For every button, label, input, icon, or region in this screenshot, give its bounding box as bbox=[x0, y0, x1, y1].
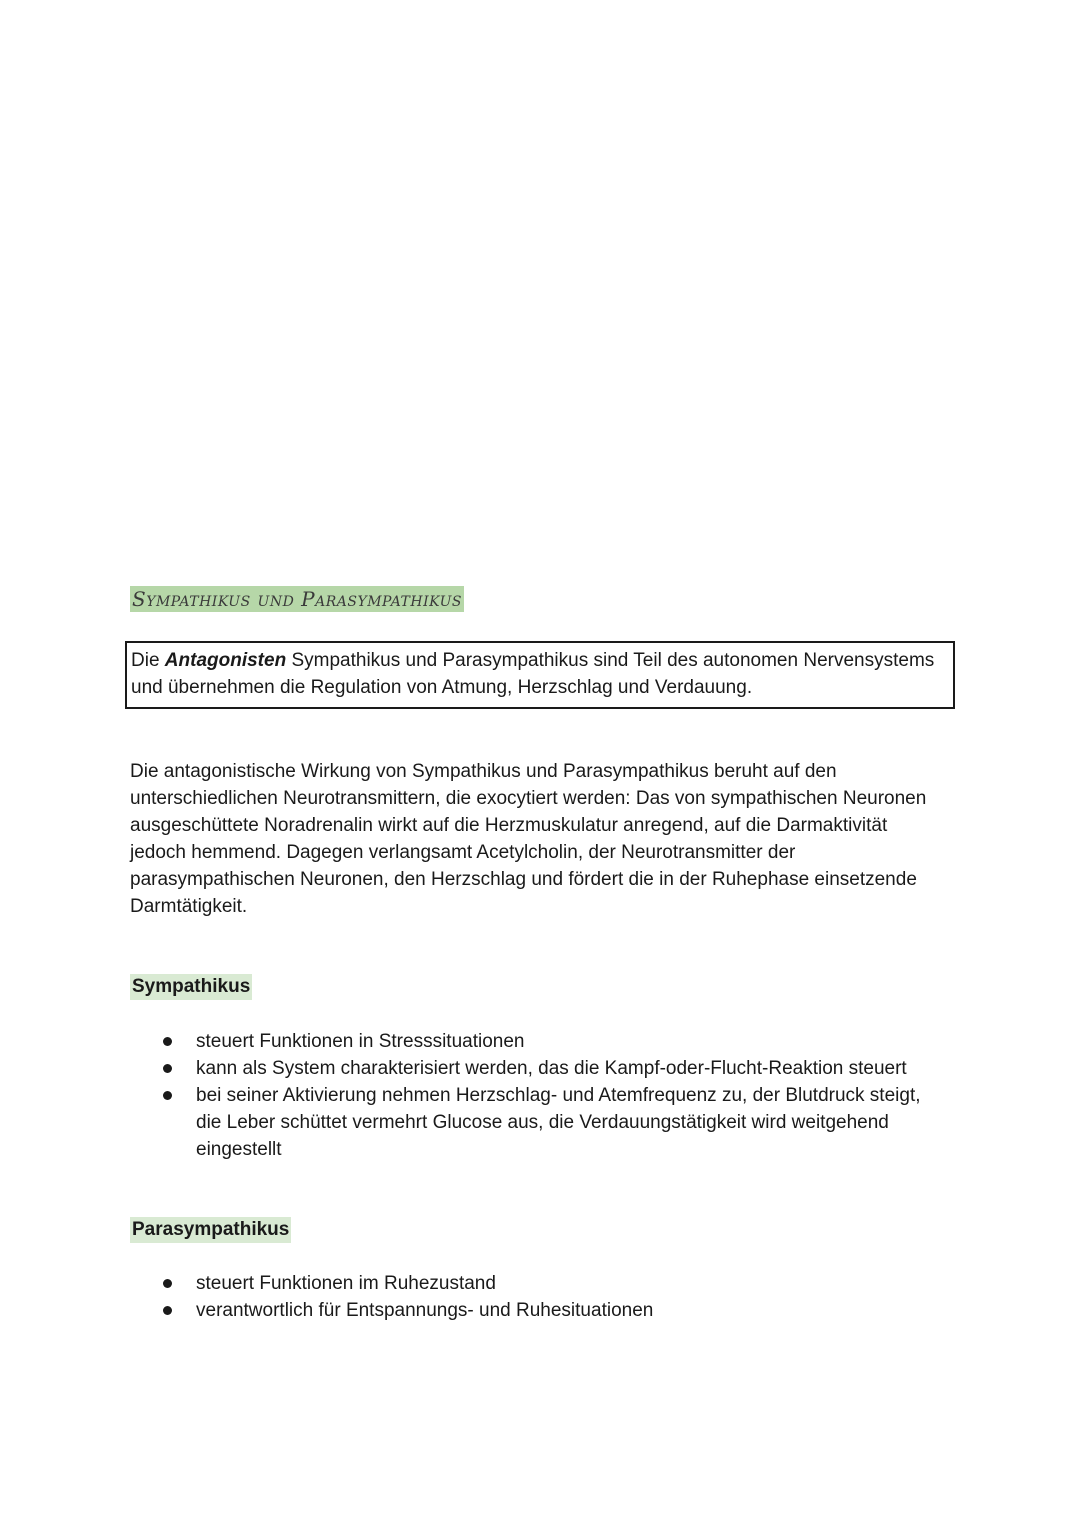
bullet-icon bbox=[163, 1091, 172, 1100]
list-item bbox=[130, 1055, 940, 1082]
sympathikus-heading: Sympathikus bbox=[130, 974, 252, 1000]
list-item-text: steuert Funktionen in Stresssituationen bbox=[196, 1031, 525, 1052]
list-item-text: steuert Funktionen im Ruhezustand bbox=[196, 1273, 496, 1294]
bullet-icon bbox=[163, 1037, 172, 1046]
parasympathikus-list bbox=[130, 1270, 940, 1324]
parasympathikus-heading: Parasympathikus bbox=[130, 1217, 291, 1243]
intro-box bbox=[125, 641, 955, 709]
list-item-text: verantwortlich für Entspannungs- und Ruhesituationen bbox=[196, 1300, 654, 1321]
list-item bbox=[130, 1082, 940, 1163]
bullet-icon bbox=[163, 1064, 172, 1073]
body-paragraph: Die antagonistische Wirkung von Sympathikus und Parasympathikus beruht auf den unterschiedlichen Neurotransmittern, die exocytiert werden: Das von sympathischen Neuronen ausgeschüttete Noradrenalin wirkt auf die Herzmuskulatur anregend, auf die Darmaktivität jedoch hemmend. Dagegen verlangsamt Acetylcholin, der Neurotransmitter der parasympathischen Neuronen, den Herzschlag und fördert die in der Ruhephase einsetzende Darmtätigkeit. bbox=[130, 761, 927, 917]
sympathikus-list bbox=[130, 1028, 940, 1163]
list-item-text: kann als System charakterisiert werden, das die Kampf-oder-Flucht-Reaktion steuert bbox=[196, 1058, 907, 1079]
bullet-icon bbox=[163, 1279, 172, 1288]
intro-text: Sympathikus und Parasympathikus sind Teil des autonomen Nervensystems und übernehmen die Regulation von Atmung, Herzschlag und Verdauung. bbox=[131, 650, 935, 698]
list-item bbox=[130, 1297, 940, 1324]
list-item-text: bei seiner Aktivierung nehmen Herzschlag- und Atemfrequenz zu, der Blutdruck steigt, die Leber schüttet vermehrt Glucose aus, die Verdauungstätigkeit wird weitgehend eingestellt bbox=[196, 1085, 921, 1160]
section-title: Sympathikus und Parasympathikus bbox=[132, 587, 462, 611]
intro-bold-term: Antagonisten bbox=[164, 650, 287, 671]
intro-prefix: Die bbox=[131, 650, 165, 671]
list-item bbox=[130, 1270, 940, 1297]
bullet-icon bbox=[163, 1306, 172, 1315]
list-item bbox=[130, 1028, 940, 1055]
